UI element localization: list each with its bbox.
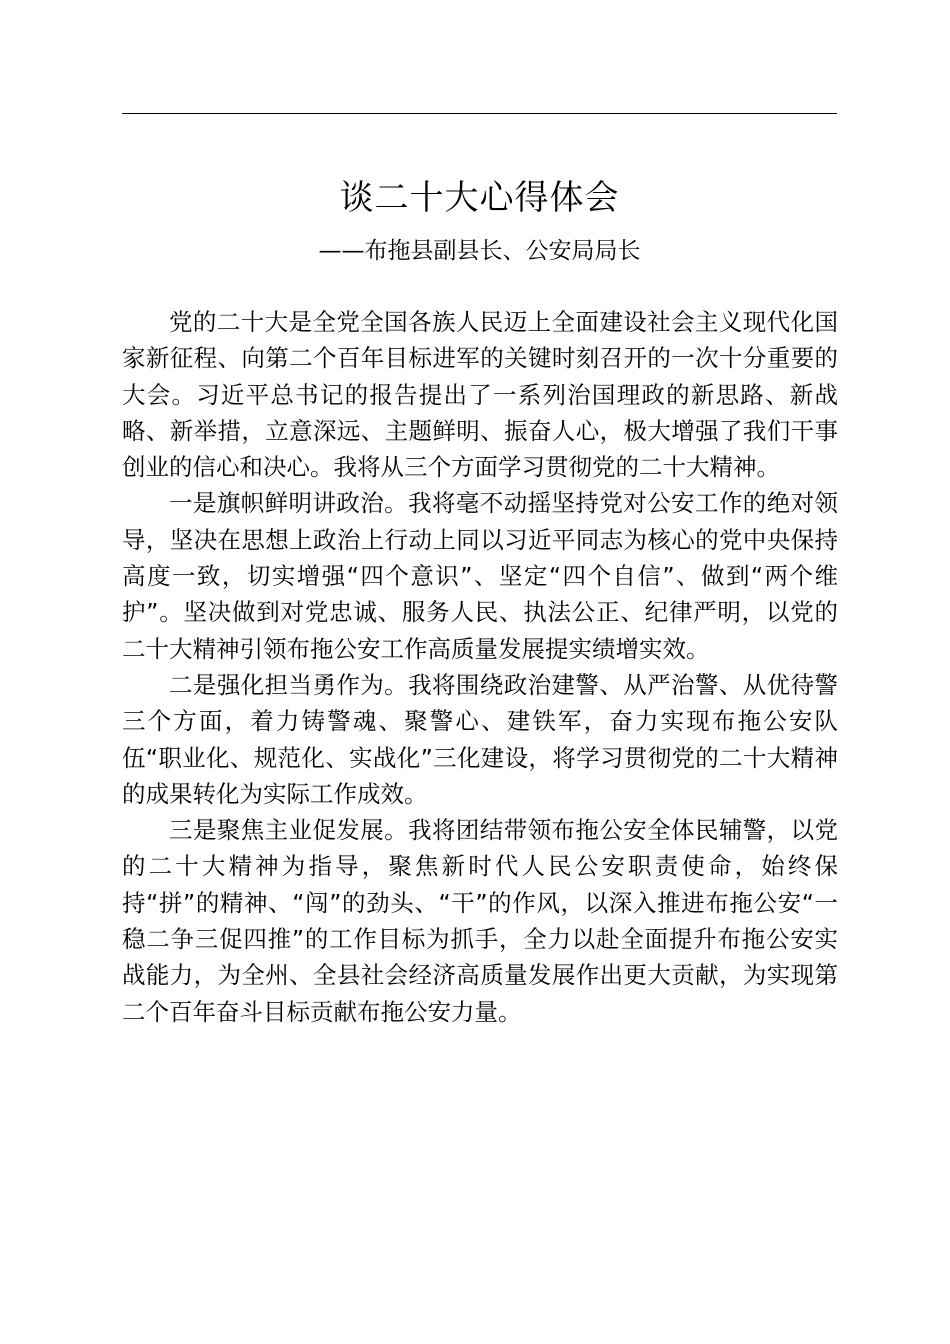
paragraph-point-three: 三是聚焦主业促发展。我将团结带领布拖公安全体民辅警，以党的二十大精神为指导，聚焦新时代人民公安职责使命，始终保持“拼”的精神、“闯”的劲头、“干”的作风，以深入推进布拖公安“一稳二争三促四推”的工作目标为抓手，全力以赴全面提升布拖公安实战能力，为全州、全县社会经济高质量发展作出更大贡献，为实现第二个百年奋斗目标贡献布拖公安力量。 <box>122 816 838 1026</box>
paragraph-point-one: 一是旗帜鲜明讲政治。我将毫不动摇坚持党对公安工作的绝对领导，坚决在思想上政治上行动上同以习近平同志为核心的党中央保持高度一致，切实增强“四个意识”、坚定“四个自信”、做到“两个维护”。坚决做到对党忠诚、服务人民、执法公正、纪律严明，以党的二十大精神引领布拖公安工作高质量发展提实绩增实效。 <box>122 489 838 663</box>
document-body <box>122 304 838 1030</box>
document-subtitle: ——布拖县副县长、公安局局长 <box>318 238 641 264</box>
document-title: 谈二十大心得体会 <box>339 178 620 218</box>
header-rule <box>122 113 837 114</box>
paragraph-point-two: 二是强化担当勇作为。我将围绕政治建警、从严治警、从优待警三个方面，着力铸警魂、聚警心、建铁军，奋力实现布拖公安队伍“职业化、规范化、实战化”三化建设，将学习贯彻党的二十大精神的成果转化为实际工作成效。 <box>122 670 838 808</box>
paragraph-intro: 党的二十大是全党全国各族人民迈上全面建设社会主义现代化国家新征程、向第二个百年目标进军的关键时刻召开的一次十分重要的大会。习近平总书记的报告提出了一系列治国理政的新思路、新战略、新举措，立意深远、主题鲜明、振奋人心，极大增强了我们干事创业的信心和决心。我将从三个方面学习贯彻党的二十大精神。 <box>122 308 838 482</box>
